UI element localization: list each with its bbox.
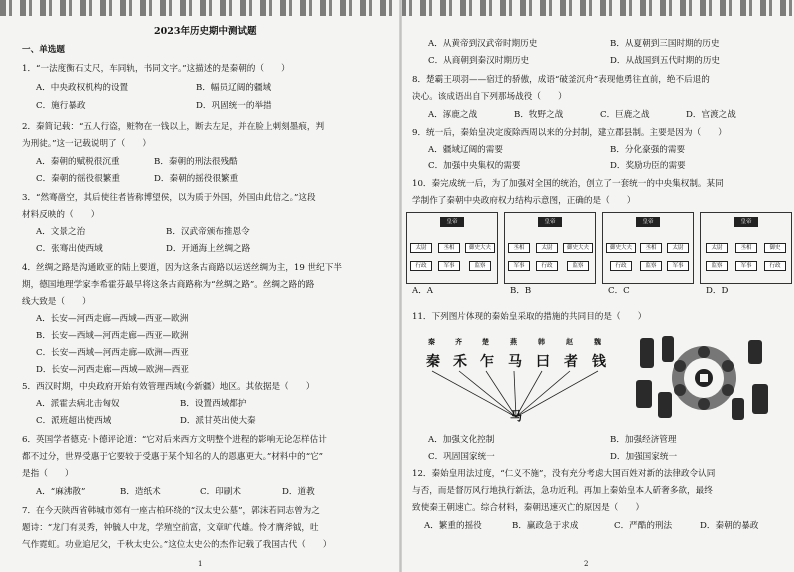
q12-option-a: A．繁重的摇役	[424, 521, 482, 531]
q7-stem-line1: 7．在今天陕西省韩城市郊有一座古柏环绕的“汉太史公墓”，郭沫若同志曾为之	[22, 506, 320, 516]
q6-option-d: D．道教	[282, 487, 315, 497]
q6-stem-line3: 是指（ ）	[22, 469, 74, 479]
q6-option-b: B．造纸术	[120, 487, 161, 497]
diagram-c-bottom-1: 行政	[610, 261, 632, 271]
diagram-c-top: 皇帝	[636, 217, 660, 227]
q3-stem-line1: 3．“然骞凿空，其后使往者皆称博望侯，以为质于外国，外国由此信之。”这段	[22, 193, 316, 203]
q5-option-b: B．设置西域都护	[180, 399, 247, 409]
q8-option-a: A．涿鹿之战	[428, 110, 478, 120]
diagram-d-mid-3: 御史	[764, 243, 786, 253]
q5-option-c: C．派班超出使西域	[36, 416, 112, 426]
q7-option-c: C．从商朝到秦汉时期历史	[428, 56, 530, 66]
q9-option-b: B．分化豪强的需要	[610, 145, 686, 155]
q8-stem-line1: 8．楚霸王项羽——宿迁的骄傲，成语“破釜沉舟”表现他勇往直前，绝不后退的	[412, 75, 710, 85]
kingdom-wei: 魏	[594, 337, 601, 346]
q4-stem-line2: 期，德国地理学家李希霍芬最早将这条古商路称为“丝绸之路”。丝绸之路的路	[22, 280, 315, 290]
diagram-b-bottom-1: 军事	[508, 261, 530, 271]
q10-stem-line2: 学制作了秦朝中央政府权力结构示意图，正确的是（ ）	[412, 196, 636, 206]
q10-stem-line1: 10．秦完成统一后，为了加强对全国的统治，创立了一套统一的中央集权制。某同	[412, 179, 724, 189]
q3-option-c: C．张骞出使西域	[36, 244, 103, 254]
diagram-b-bottom-3: 监察	[567, 261, 589, 271]
diagram-a-mid-1: 太尉	[410, 243, 432, 253]
q10-diagram-a	[406, 212, 498, 284]
section-heading: 一、单选题	[22, 45, 65, 55]
kingdom-zhao: 赵	[566, 337, 573, 346]
script-glyph-6: 者	[564, 354, 578, 370]
q12-stem-line1: 12．秦始皇用法过度，“仁义不施”，没有充分考虑大国百姓对新的法律政令认同	[412, 469, 716, 479]
kingdom-qin: 秦	[428, 337, 435, 346]
q4-stem-line3: 线大致是（ ）	[22, 297, 91, 307]
q11-option-d: D．加强国家统一	[610, 452, 678, 462]
script-glyph-5: 曰	[536, 354, 550, 370]
q5-option-a: A．派霍去病北击匈奴	[36, 399, 120, 409]
q10-diagram-row	[406, 212, 788, 294]
q3-option-b: B．汉武帝颁布推恩令	[166, 227, 250, 237]
q2-option-d: D．秦朝的摇役很繁重	[154, 174, 239, 184]
diagram-d-bottom-1: 监察	[706, 261, 728, 271]
q11-stem: 11．下列图片体现的秦始皇采取的措施的共同目的是（ ）	[412, 312, 647, 322]
q4-option-b: B．长安—西域—河西走廊—西亚—欧洲	[36, 331, 189, 341]
kingdom-qi: 齐	[455, 337, 462, 346]
q2-option-c: C．秦朝的徭役很繁重	[36, 174, 120, 184]
q9-option-d: D．奖励功臣的需要	[610, 161, 686, 171]
q12-option-d: D．秦朝的暴政	[700, 521, 759, 531]
diagram-c-mid-1: 御史大夫	[606, 243, 636, 253]
q1-option-c: C．施行暴政	[36, 101, 86, 111]
q12-stem-line3: 致使秦王朝速亡。综合材料，秦朝迅速灭亡的原因是（ ）	[412, 503, 645, 513]
q10-option-b: B．B	[510, 286, 532, 296]
diagram-d-top: 皇帝	[734, 217, 758, 227]
q10-option-a: A．A	[412, 286, 434, 296]
q10-diagram-b	[504, 212, 596, 284]
script-glyph-7: 钱	[592, 354, 606, 370]
diagram-a-mid-3: 御史大夫	[465, 243, 495, 253]
script-glyph-3: 乍	[480, 354, 494, 370]
q1-stem: 1．“一法度衡石丈尺，车同轨，书同文字。”这描述的是秦朝的（ ）	[22, 64, 290, 74]
q2-stem-line1: 2．秦简记载：“五人行盗，赃物在一钱以上，断去左足，并在脸上刺刻墨痕，判	[22, 122, 325, 132]
diagram-a-bottom-3: 监察	[469, 261, 491, 271]
script-glyph-2: 禾	[453, 354, 467, 370]
script-center-glyph: 马	[510, 409, 523, 423]
q10-diagram-c	[602, 212, 694, 284]
diagram-d-bottom-3: 行政	[764, 261, 786, 271]
q3-option-a: A．文景之治	[36, 227, 86, 237]
q11-option-a: A．加强文化控制	[428, 435, 495, 445]
q4-option-a: A．长安—河西走廊—西域—西亚—欧洲	[36, 314, 189, 324]
q6-stem-line1: 6．英国学者德克·卜德评论道：“它对后来西方文明整个进程的影响无论怎样估计	[22, 435, 327, 445]
script-glyph-4: 马	[508, 354, 522, 370]
q12-option-b: B．赢政急于求成	[512, 521, 579, 531]
page-number-1: 1	[198, 560, 203, 568]
diagram-c-mid-3: 太尉	[667, 243, 689, 253]
q3-stem-line2: 材料反映的（ ）	[22, 210, 100, 220]
diagram-b-top: 皇帝	[538, 217, 562, 227]
q8-option-c: C．巨鹿之战	[600, 110, 650, 120]
diagram-b-mid-1: 丞相	[508, 243, 530, 253]
diagram-d-mid-1: 太尉	[706, 243, 728, 253]
diagram-d-bottom-2: 军事	[735, 261, 757, 271]
q5-stem: 5．西汉时期，中央政府开始有效管理西域(今新疆）地区。其依据是（ ）	[22, 382, 315, 392]
diagram-a-bottom-2: 军事	[438, 261, 460, 271]
kingdom-han: 韩	[538, 337, 545, 346]
kingdom-chu: 楚	[482, 337, 489, 346]
page-number-2: 2	[584, 560, 589, 568]
q5-option-d: D．派甘英出使大秦	[180, 416, 256, 426]
diagram-c-bottom-2: 监察	[640, 261, 662, 271]
q2-option-b: B．秦朝的刑法很残酷	[154, 157, 238, 167]
q7-option-d: D．从战国到五代时期的历史	[610, 56, 721, 66]
kingdom-yan: 燕	[510, 337, 517, 346]
q2-stem-line2: 为刑徒。”这一记载说明了（ ）	[22, 139, 152, 149]
diagram-c-bottom-3: 军事	[667, 261, 689, 271]
q7-option-a: A．从黄帝到汉武帝时期历史	[428, 39, 538, 49]
q4-stem-line1: 4．丝绸之路是沟通欧亚的陆上要道，因为这条古商路以运送丝绸为主，19 世纪下半	[22, 263, 342, 273]
q7-stem-line3: 气作霓虹。功业追尼父，千秋太史公。”这位太史公的杰作记载了我国古代（ ）	[22, 540, 332, 550]
q10-option-d: D．D	[706, 286, 729, 296]
q11-option-b: B．加强经济管理	[610, 435, 677, 445]
diagram-c-mid-2: 丞相	[640, 243, 662, 253]
q3-option-d: D．开通海上丝绸之路	[166, 244, 251, 254]
q8-option-b: B．牧野之战	[514, 110, 564, 120]
q6-stem-line2: 都不过分，世界受惠于它要较于受惠于某个知名的人的恩惠更大。”材料中的“它”	[22, 452, 324, 462]
q9-option-c: C．加强中央集权的需要	[428, 161, 521, 171]
q10-diagram-d	[700, 212, 792, 284]
q12-stem-line2: 与否，而是督厉风行地执行新法，急功近利。再加上秦始皇本人斫奢多欲，最终	[412, 486, 713, 496]
q11-script-unification-figure	[424, 337, 614, 427]
diagram-b-bottom-2: 行政	[536, 261, 558, 271]
q6-option-c: C．印刷术	[200, 487, 241, 497]
q11-option-c: C．巩固国家统一	[428, 452, 495, 462]
q7-stem-line2: 题诗：“龙门有灵秀，钟毓人中龙，学殖空前富，文章旷代雄。怜才膺斧钺，吐	[22, 523, 319, 533]
q6-option-a: A．“麻沸散”	[36, 487, 86, 497]
script-glyph-1: 秦	[426, 354, 440, 370]
q4-option-c: C．长安—西域—河西走廊—欧洲—西亚	[36, 348, 189, 358]
diagram-a-top: 皇帝	[440, 217, 464, 227]
q12-option-c: C．严酷的刑法	[614, 521, 673, 531]
q8-stem-line2: 决心。该成语出自下列那场战役（ ）	[412, 92, 567, 102]
diagram-a-mid-2: 丞相	[438, 243, 460, 253]
diagram-a-bottom-1: 行政	[410, 261, 432, 271]
q8-option-d: D．官渡之战	[686, 110, 736, 120]
q4-option-d: D．长安—河西走廊—西域—欧洲—西亚	[36, 365, 189, 375]
q7-option-b: B．从夏朝到三国时期的历史	[610, 39, 720, 49]
q2-option-a: A．秦朝的赋税很沉重	[36, 157, 120, 167]
page-2	[402, 0, 794, 572]
diagram-d-mid-2: 丞相	[735, 243, 757, 253]
diagram-b-mid-3: 御史大夫	[563, 243, 593, 253]
q10-option-c: C．C	[608, 286, 630, 296]
q9-stem: 9．统一后，秦始皇决定废除西周以来的分封制，建立郡县制。主要是因为（ ）	[412, 128, 727, 138]
q1-option-a: A．中央政权机构的设置	[36, 83, 129, 93]
exam-title: 2023年历史期中测试题	[154, 26, 257, 37]
q11-coins-figure	[632, 332, 782, 424]
diagram-b-mid-2: 太尉	[536, 243, 558, 253]
q9-option-a: A．疆域辽阔的需要	[428, 145, 503, 155]
q1-option-b: B．幅员辽阔的疆域	[196, 83, 272, 93]
q1-option-d: D．巩固统一的举措	[196, 101, 272, 111]
